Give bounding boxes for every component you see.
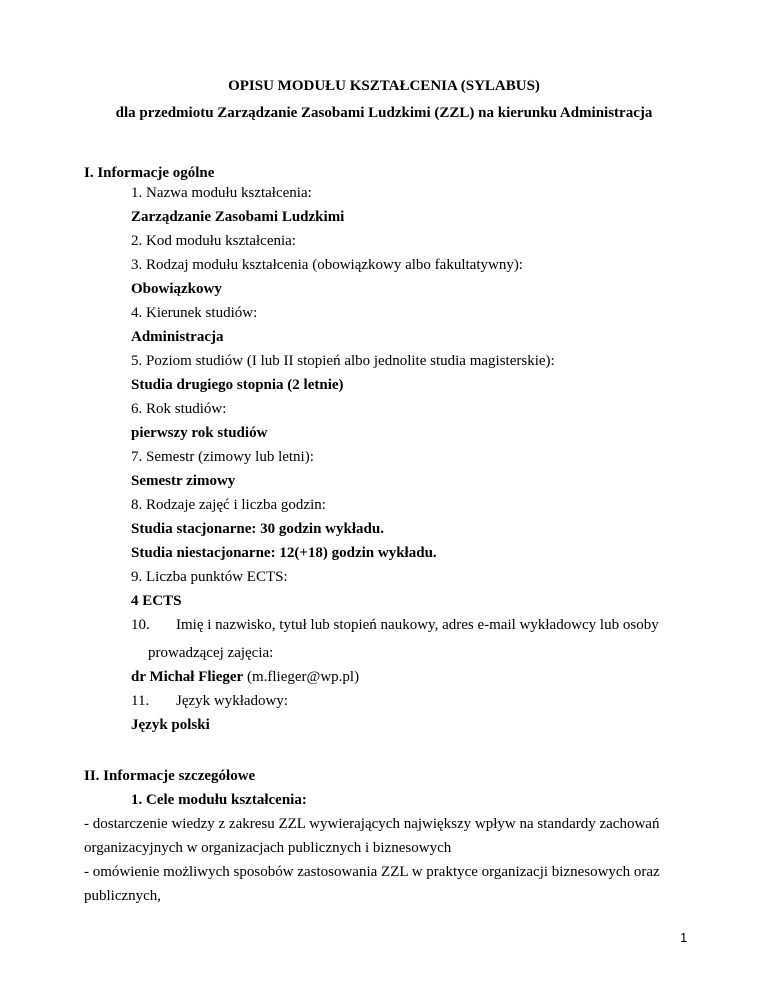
item-8-value-stacjonarne: Studia stacjonarne: 30 godzin wykładu.: [131, 521, 384, 537]
item-11-label: Język wykładowy:: [176, 693, 289, 709]
item-6-label: 6. Rok studiów:: [131, 401, 227, 417]
section-1-heading: I. Informacje ogólne: [84, 165, 215, 181]
item-4-value: Administracja: [131, 329, 224, 345]
item-3-label: 3. Rodzaj modułu kształcenia (obowiązkowy albo fakultatywny):: [131, 257, 523, 273]
document-title: OPISU MODUŁU KSZTAŁCENIA (SYLABUS): [228, 78, 540, 94]
item-2-label: 2. Kod modułu kształcenia:: [131, 233, 296, 249]
item-5-label: 5. Poziom studiów (I lub II stopień albo jednolite studia magisterskie):: [131, 353, 555, 369]
item-7-label: 7. Semestr (zimowy lub letni):: [131, 449, 314, 465]
item-8-label: 8. Rodzaje zajęć i liczba godzin:: [131, 497, 326, 513]
section-2-sub-1-heading: 1. Cele modułu kształcenia:: [131, 792, 307, 808]
goal-2-line-1: - omówienie możliwych sposobów zastosowania ZZL w praktyce organizacji biznesowych oraz: [84, 864, 660, 880]
goal-2-line-2: publicznych,: [84, 888, 162, 904]
item-3-value: Obowiązkowy: [131, 281, 222, 297]
item-1-label: 1. Nazwa modułu kształcenia:: [131, 185, 312, 201]
lecturer-email: (m.flieger@wp.pl): [243, 669, 360, 685]
goal-1-line-2: organizacyjnych w organizacjach publicznych i biznesowych: [84, 840, 452, 856]
item-9-label: 9. Liczba punktów ECTS:: [131, 569, 288, 585]
item-10-label: Imię i nazwisko, tytuł lub stopień naukowy, adres e-mail wykładowcy lub osoby: [176, 617, 659, 633]
section-2-heading: II. Informacje szczegółowe: [84, 768, 256, 784]
page-number: 1: [680, 930, 688, 945]
item-9-value: 4 ECTS: [131, 593, 182, 609]
item-10-number: 10.: [131, 617, 150, 633]
lecturer-line: [131, 668, 359, 686]
item-11-number: 11.: [131, 693, 150, 709]
item-5-value: Studia drugiego stopnia (2 letnie): [131, 377, 344, 393]
item-6-value: pierwszy rok studiów: [131, 425, 268, 441]
item-8-value-niestacjonarne: Studia niestacjonarne: 12(+18) godzin wykładu.: [131, 545, 437, 561]
item-7-value: Semestr zimowy: [131, 473, 236, 489]
goal-1-line-1: - dostarczenie wiedzy z zakresu ZZL wywierających największy wpływ na standardy zachowań: [84, 816, 660, 832]
item-1-value: Zarządzanie Zasobami Ludzkimi: [131, 209, 345, 225]
lecturer-name: dr Michał Flieger: [131, 669, 244, 685]
document-subtitle: dla przedmiotu Zarządzanie Zasobami Ludzkimi (ZZL) na kierunku Administracja: [115, 105, 653, 121]
item-11-value: Język polski: [131, 717, 210, 733]
item-10-label-continued: prowadzącej zajęcia:: [148, 645, 274, 661]
item-4-label: 4. Kierunek studiów:: [131, 305, 258, 321]
